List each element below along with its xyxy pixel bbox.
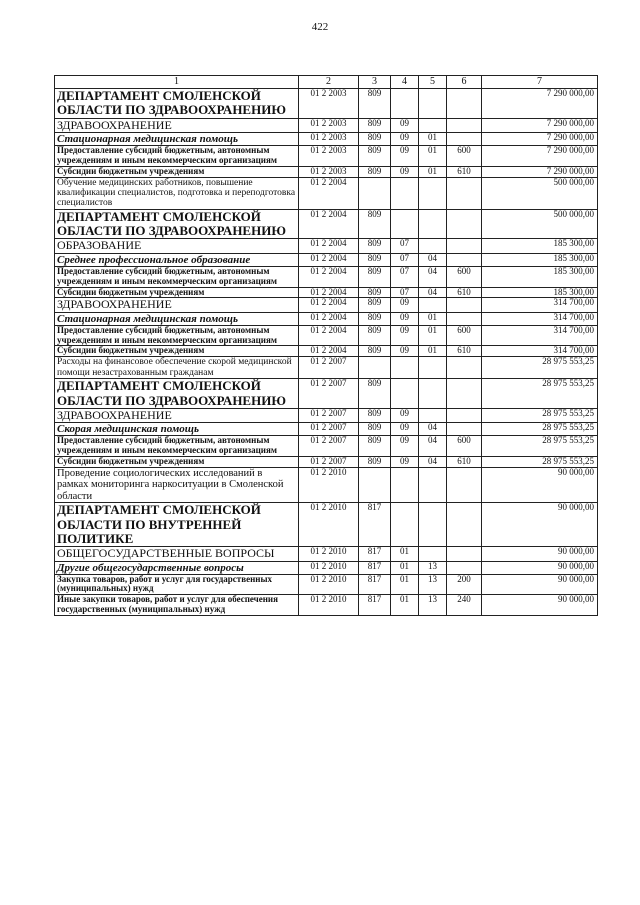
- row-name: ОБРАЗОВАНИЕ: [55, 239, 299, 253]
- row-name: Другие общегосударственные вопросы: [55, 561, 299, 574]
- row-admin-code: 809: [359, 312, 391, 325]
- row-target-article: 01 2 2007: [299, 456, 359, 467]
- row-name: Обучение медицинских работников, повышение квалификации специалистов, подготовка и переподготовка специалистов: [55, 177, 299, 209]
- row-section: [391, 503, 419, 547]
- row-target-article: 01 2 2004: [299, 209, 359, 239]
- table-row: [55, 266, 598, 287]
- table-row: [55, 547, 598, 561]
- row-section: 01: [391, 595, 419, 616]
- row-subsection: 01: [419, 166, 447, 177]
- row-admin-code: 809: [359, 166, 391, 177]
- row-section: 07: [391, 287, 419, 298]
- table-row: [55, 177, 598, 209]
- row-section: 09: [391, 346, 419, 357]
- row-target-article: 01 2 2003: [299, 132, 359, 145]
- row-name: Субсидии бюджетным учреждениям: [55, 166, 299, 177]
- row-subsection: 04: [419, 253, 447, 266]
- row-admin-code: 809: [359, 209, 391, 239]
- table-row: [55, 89, 598, 119]
- row-section: [391, 467, 419, 503]
- row-subsection: [419, 298, 447, 312]
- row-subsection: [419, 408, 447, 422]
- row-section: 09: [391, 456, 419, 467]
- row-amount: 314 700,00: [482, 325, 598, 346]
- header-cell-4: 4: [391, 76, 419, 89]
- row-target-article: 01 2 2003: [299, 118, 359, 132]
- row-amount: 28 975 553,25: [482, 379, 598, 409]
- row-section: 09: [391, 118, 419, 132]
- row-target-article: 01 2 2010: [299, 547, 359, 561]
- row-section: [391, 209, 419, 239]
- row-expense-type: 610: [447, 346, 482, 357]
- row-section: 09: [391, 166, 419, 177]
- row-name: ЗДРАВООХРАНЕНИЕ: [55, 118, 299, 132]
- row-admin-code: 809: [359, 89, 391, 119]
- row-admin-code: [359, 177, 391, 209]
- row-subsection: [419, 467, 447, 503]
- row-subsection: [419, 239, 447, 253]
- row-amount: 28 975 553,25: [482, 456, 598, 467]
- row-amount: 500 000,00: [482, 177, 598, 209]
- row-target-article: 01 2 2010: [299, 574, 359, 595]
- row-name: Проведение социологических исследований в рамках мониторинга наркоситуации в Смоленской области: [55, 467, 299, 503]
- table-row: [55, 408, 598, 422]
- row-amount: 314 700,00: [482, 312, 598, 325]
- row-target-article: 01 2 2007: [299, 408, 359, 422]
- row-amount: 7 290 000,00: [482, 166, 598, 177]
- row-subsection: 04: [419, 456, 447, 467]
- page-number: 422: [311, 21, 329, 33]
- header-cell-3: 3: [359, 76, 391, 89]
- row-target-article: 01 2 2007: [299, 436, 359, 457]
- table-row: [55, 166, 598, 177]
- row-amount: 185 300,00: [482, 239, 598, 253]
- row-name: Субсидии бюджетным учреждениям: [55, 287, 299, 298]
- row-target-article: 01 2 2007: [299, 357, 359, 379]
- row-subsection: [419, 177, 447, 209]
- row-expense-type: [447, 89, 482, 119]
- row-expense-type: [447, 467, 482, 503]
- table-row: [55, 561, 598, 574]
- row-admin-code: 817: [359, 574, 391, 595]
- row-expense-type: [447, 132, 482, 145]
- row-target-article: 01 2 2004: [299, 312, 359, 325]
- row-subsection: 01: [419, 346, 447, 357]
- row-target-article: 01 2 2003: [299, 145, 359, 166]
- row-admin-code: 809: [359, 346, 391, 357]
- row-amount: 90 000,00: [482, 467, 598, 503]
- row-amount: 7 290 000,00: [482, 89, 598, 119]
- row-name: Предоставление субсидий бюджетным, автономным учреждениям и иным некоммерческим организациям: [55, 145, 299, 166]
- row-name: Стационарная медицинская помощь: [55, 132, 299, 145]
- row-subsection: 01: [419, 312, 447, 325]
- row-expense-type: 610: [447, 456, 482, 467]
- row-section: 07: [391, 253, 419, 266]
- row-name: Стационарная медицинская помощь: [55, 312, 299, 325]
- table-row: [55, 298, 598, 312]
- row-amount: 314 700,00: [482, 298, 598, 312]
- header-cell-5: 5: [419, 76, 447, 89]
- table-row: [55, 436, 598, 457]
- row-target-article: 01 2 2004: [299, 266, 359, 287]
- row-admin-code: 817: [359, 503, 391, 547]
- row-name: ДЕПАРТАМЕНТ СМОЛЕНСКОЙ ОБЛАСТИ ПО ЗДРАВООХРАНЕНИЮ: [55, 379, 299, 409]
- row-admin-code: 809: [359, 456, 391, 467]
- table-row: [55, 209, 598, 239]
- row-expense-type: 600: [447, 145, 482, 166]
- row-admin-code: [359, 467, 391, 503]
- row-admin-code: 809: [359, 325, 391, 346]
- row-target-article: 01 2 2003: [299, 166, 359, 177]
- row-subsection: [419, 379, 447, 409]
- row-amount: 90 000,00: [482, 574, 598, 595]
- row-name: ДЕПАРТАМЕНТ СМОЛЕНСКОЙ ОБЛАСТИ ПО ВНУТРЕННЕЙ ПОЛИТИКЕ: [55, 503, 299, 547]
- row-amount: 90 000,00: [482, 503, 598, 547]
- row-subsection: 01: [419, 132, 447, 145]
- row-section: [391, 89, 419, 119]
- row-admin-code: 817: [359, 595, 391, 616]
- row-subsection: [419, 209, 447, 239]
- row-admin-code: 817: [359, 561, 391, 574]
- row-subsection: 13: [419, 574, 447, 595]
- row-target-article: 01 2 2004: [299, 253, 359, 266]
- row-name: Расходы на финансовое обеспечение скорой медицинской помощи незастрахованным гражданам: [55, 357, 299, 379]
- row-name: Иные закупки товаров, работ и услуг для обеспечения государственных (муниципальных) нужд: [55, 595, 299, 616]
- row-amount: 500 000,00: [482, 209, 598, 239]
- row-amount: 28 975 553,25: [482, 423, 598, 436]
- row-section: 09: [391, 298, 419, 312]
- row-section: 01: [391, 547, 419, 561]
- row-section: 01: [391, 574, 419, 595]
- row-admin-code: 817: [359, 547, 391, 561]
- row-subsection: 13: [419, 561, 447, 574]
- row-expense-type: [447, 357, 482, 379]
- table-row: [55, 595, 598, 616]
- row-amount: 28 975 553,25: [482, 357, 598, 379]
- table-row: [55, 239, 598, 253]
- row-amount: 185 300,00: [482, 287, 598, 298]
- row-expense-type: [447, 239, 482, 253]
- row-name: Предоставление субсидий бюджетным, автономным учреждениям и иным некоммерческим организациям: [55, 325, 299, 346]
- row-target-article: 01 2 2003: [299, 89, 359, 119]
- row-name: ДЕПАРТАМЕНТ СМОЛЕНСКОЙ ОБЛАСТИ ПО ЗДРАВООХРАНЕНИЮ: [55, 89, 299, 119]
- row-subsection: 04: [419, 266, 447, 287]
- row-target-article: 01 2 2004: [299, 346, 359, 357]
- row-section: 09: [391, 436, 419, 457]
- row-expense-type: 600: [447, 266, 482, 287]
- row-name: ДЕПАРТАМЕНТ СМОЛЕНСКОЙ ОБЛАСТИ ПО ЗДРАВООХРАНЕНИЮ: [55, 209, 299, 239]
- table-row: [55, 456, 598, 467]
- table-row: [55, 379, 598, 409]
- row-expense-type: [447, 177, 482, 209]
- row-expense-type: [447, 379, 482, 409]
- header-cell-1: 1: [55, 76, 299, 89]
- row-expense-type: 600: [447, 436, 482, 457]
- row-target-article: 01 2 2004: [299, 239, 359, 253]
- row-target-article: 01 2 2004: [299, 287, 359, 298]
- row-admin-code: 809: [359, 408, 391, 422]
- table-row: [55, 145, 598, 166]
- table-row: [55, 503, 598, 547]
- row-expense-type: 610: [447, 287, 482, 298]
- row-target-article: 01 2 2010: [299, 595, 359, 616]
- row-amount: 90 000,00: [482, 561, 598, 574]
- row-expense-type: [447, 408, 482, 422]
- row-expense-type: [447, 253, 482, 266]
- row-amount: 185 300,00: [482, 253, 598, 266]
- row-admin-code: 809: [359, 379, 391, 409]
- header-row: [55, 76, 598, 89]
- row-amount: 7 290 000,00: [482, 118, 598, 132]
- row-section: 09: [391, 325, 419, 346]
- row-target-article: 01 2 2004: [299, 325, 359, 346]
- row-subsection: 04: [419, 287, 447, 298]
- row-target-article: 01 2 2004: [299, 177, 359, 209]
- table-row: [55, 287, 598, 298]
- budget-table: [54, 75, 598, 616]
- row-name: Среднее профессиональное образование: [55, 253, 299, 266]
- table-row: [55, 132, 598, 145]
- row-expense-type: [447, 312, 482, 325]
- row-target-article: 01 2 2007: [299, 423, 359, 436]
- row-subsection: [419, 503, 447, 547]
- table-row: [55, 312, 598, 325]
- row-expense-type: 600: [447, 325, 482, 346]
- row-admin-code: 809: [359, 253, 391, 266]
- row-section: 09: [391, 408, 419, 422]
- row-subsection: 01: [419, 145, 447, 166]
- row-admin-code: 809: [359, 423, 391, 436]
- row-admin-code: 809: [359, 266, 391, 287]
- row-subsection: [419, 89, 447, 119]
- row-name: Скорая медицинская помощь: [55, 423, 299, 436]
- row-admin-code: 809: [359, 287, 391, 298]
- header-cell-2: 2: [299, 76, 359, 89]
- row-target-article: 01 2 2010: [299, 561, 359, 574]
- header-cell-6: 6: [447, 76, 482, 89]
- table-row: [55, 325, 598, 346]
- row-admin-code: 809: [359, 118, 391, 132]
- row-section: [391, 177, 419, 209]
- row-target-article: 01 2 2007: [299, 379, 359, 409]
- header-cell-7: 7: [482, 76, 598, 89]
- row-name: Закупка товаров, работ и услуг для государственных (муниципальных) нужд: [55, 574, 299, 595]
- row-admin-code: 809: [359, 145, 391, 166]
- row-subsection: 04: [419, 436, 447, 457]
- row-subsection: [419, 547, 447, 561]
- row-amount: 28 975 553,25: [482, 436, 598, 457]
- row-section: [391, 357, 419, 379]
- row-section: 09: [391, 423, 419, 436]
- row-expense-type: 200: [447, 574, 482, 595]
- table-row: [55, 118, 598, 132]
- row-section: 07: [391, 239, 419, 253]
- row-name: ЗДРАВООХРАНЕНИЕ: [55, 408, 299, 422]
- table-row: [55, 574, 598, 595]
- row-amount: 314 700,00: [482, 346, 598, 357]
- row-amount: 185 300,00: [482, 266, 598, 287]
- row-subsection: 01: [419, 325, 447, 346]
- row-name: Субсидии бюджетным учреждениям: [55, 456, 299, 467]
- row-target-article: 01 2 2004: [299, 298, 359, 312]
- table-row: [55, 467, 598, 503]
- row-expense-type: [447, 118, 482, 132]
- row-subsection: 04: [419, 423, 447, 436]
- table-row: [55, 357, 598, 379]
- row-expense-type: [447, 209, 482, 239]
- row-target-article: 01 2 2010: [299, 503, 359, 547]
- row-admin-code: 809: [359, 132, 391, 145]
- row-amount: 28 975 553,25: [482, 408, 598, 422]
- row-subsection: 13: [419, 595, 447, 616]
- row-admin-code: 809: [359, 298, 391, 312]
- row-subsection: [419, 357, 447, 379]
- row-expense-type: 610: [447, 166, 482, 177]
- row-amount: 7 290 000,00: [482, 132, 598, 145]
- table-row: [55, 423, 598, 436]
- row-section: 09: [391, 312, 419, 325]
- row-target-article: 01 2 2010: [299, 467, 359, 503]
- row-expense-type: 240: [447, 595, 482, 616]
- row-section: [391, 379, 419, 409]
- row-subsection: [419, 118, 447, 132]
- row-amount: 90 000,00: [482, 547, 598, 561]
- row-name: Субсидии бюджетным учреждениям: [55, 346, 299, 357]
- row-section: 09: [391, 132, 419, 145]
- row-section: 07: [391, 266, 419, 287]
- row-expense-type: [447, 561, 482, 574]
- row-amount: 90 000,00: [482, 595, 598, 616]
- row-admin-code: 809: [359, 436, 391, 457]
- row-section: 01: [391, 561, 419, 574]
- row-section: 09: [391, 145, 419, 166]
- row-expense-type: [447, 547, 482, 561]
- row-name: Предоставление субсидий бюджетным, автономным учреждениям и иным некоммерческим организациям: [55, 436, 299, 457]
- row-expense-type: [447, 298, 482, 312]
- row-admin-code: 809: [359, 239, 391, 253]
- table-row: [55, 253, 598, 266]
- row-name: ОБЩЕГОСУДАРСТВЕННЫЕ ВОПРОСЫ: [55, 547, 299, 561]
- row-name: Предоставление субсидий бюджетным, автономным учреждениям и иным некоммерческим организациям: [55, 266, 299, 287]
- table-row: [55, 346, 598, 357]
- row-amount: 7 290 000,00: [482, 145, 598, 166]
- row-expense-type: [447, 503, 482, 547]
- row-admin-code: [359, 357, 391, 379]
- row-name: ЗДРАВООХРАНЕНИЕ: [55, 298, 299, 312]
- row-expense-type: [447, 423, 482, 436]
